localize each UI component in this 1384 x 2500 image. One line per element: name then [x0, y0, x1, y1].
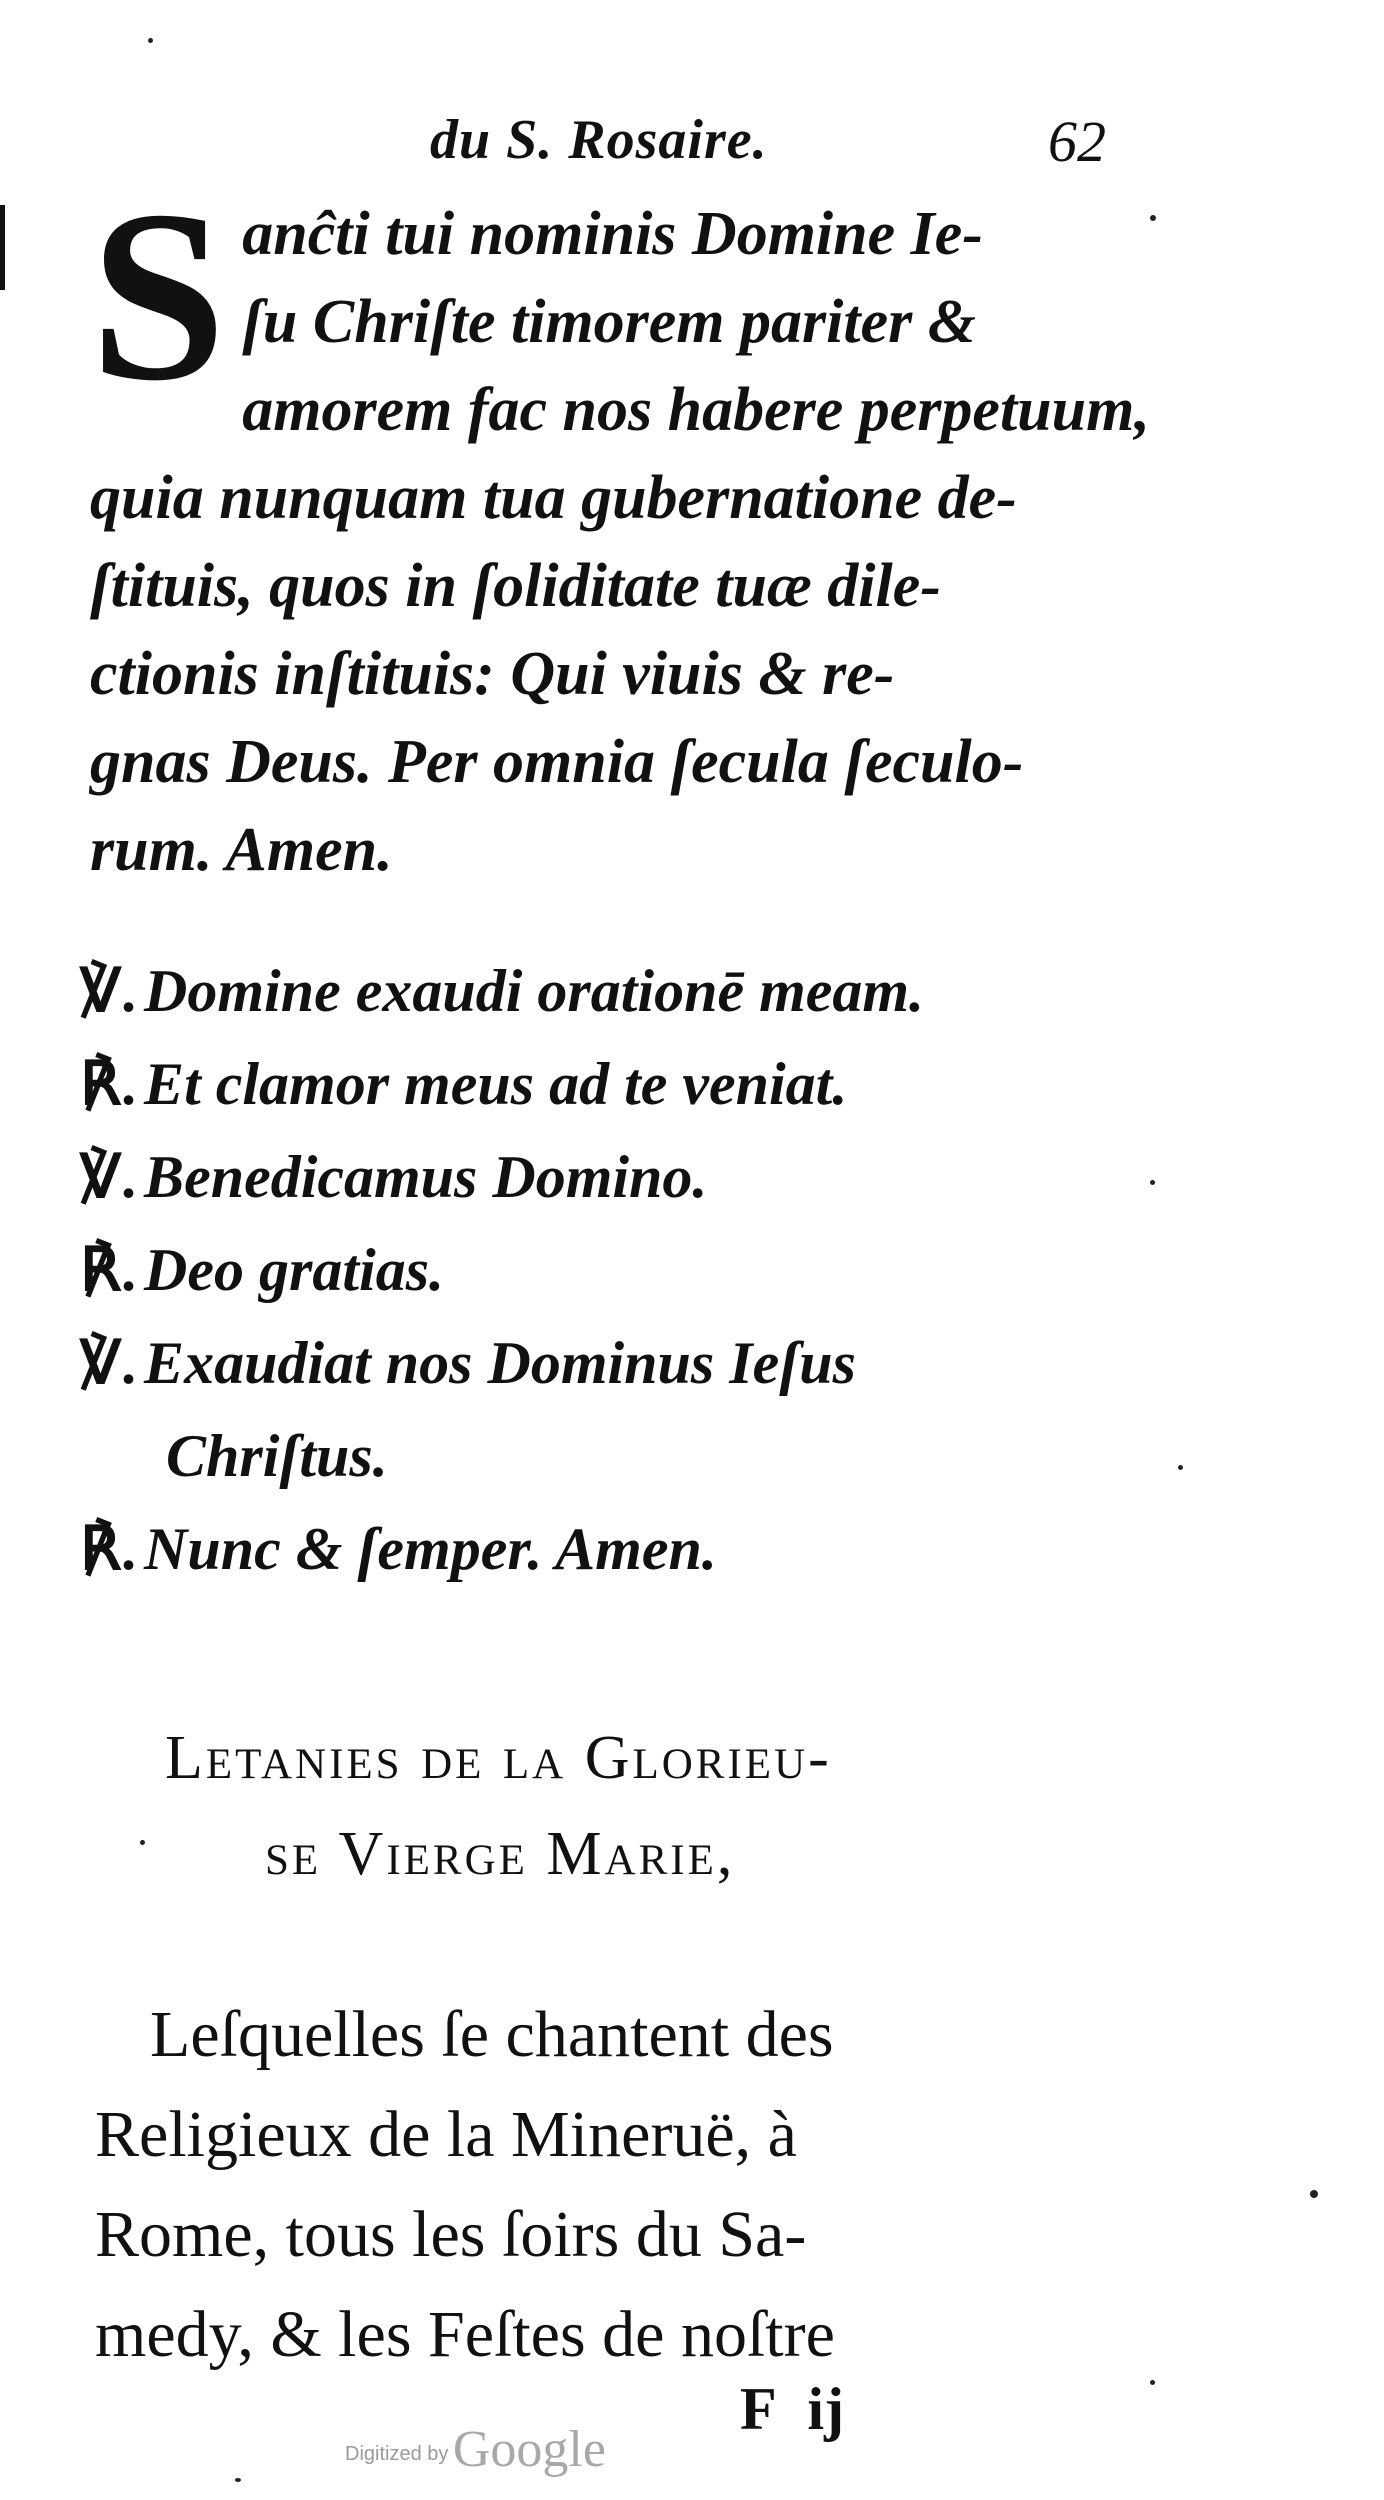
ink-speck	[148, 38, 153, 43]
prayer-line: ſtituis, quos in ſoliditate tuæ dile-	[90, 552, 941, 620]
ink-speck	[235, 2478, 241, 2482]
prayer-line: ctionis inſtituis: Qui viuis & re-	[90, 640, 895, 708]
prayer-line: gnas Deus. Per omnia ſecula ſeculo-	[90, 728, 1024, 796]
versicle-text: Domine exaudi orationē meam.	[144, 958, 925, 1024]
versicle-line	[80, 945, 1170, 1038]
response-text: Et clamor meus ad te veniat.	[144, 1051, 848, 1117]
response-mark: ℟.	[80, 1051, 137, 1117]
response-text: Deo gratias.	[144, 1237, 445, 1303]
versicle-text: Exaudiat nos Dominus Ieſus	[144, 1330, 856, 1396]
response-line	[80, 1038, 1170, 1131]
versicle-continuation	[80, 1410, 1170, 1503]
prayer-paragraph	[90, 160, 1160, 894]
margin-rule	[0, 205, 5, 290]
signature-mark: F ij	[740, 2376, 845, 2442]
prayer-line: quia nunquam tua gubernatione de-	[90, 464, 1017, 532]
versicle-text: Benedicamus Domino.	[144, 1144, 708, 1210]
rubric-paragraph	[95, 1985, 1155, 2385]
drop-cap: S	[90, 160, 227, 431]
watermark-prefix: Digitized by	[345, 2443, 449, 2465]
rubric-line: Rome, tous les ſoirs du Sa-	[95, 2198, 807, 2271]
ink-speck	[1178, 1465, 1183, 1470]
versicle-mark: ℣.	[80, 1330, 137, 1396]
heading-line: se Vierge Marie,	[265, 1820, 736, 1888]
versicle-response-list	[80, 945, 1170, 1596]
versicle-line	[80, 1131, 1170, 1224]
running-title: du S. Rosaire.	[430, 109, 768, 171]
response-text: Nunc & ſemper. Amen.	[144, 1516, 717, 1582]
response-line	[80, 1224, 1170, 1317]
versicle-text: Chriſtus.	[166, 1423, 388, 1489]
google-logo: Google	[452, 2421, 606, 2478]
section-heading	[165, 1710, 1165, 1902]
response-mark: ℟.	[80, 1237, 137, 1303]
ink-speck	[1150, 1180, 1155, 1185]
ink-speck	[1150, 2380, 1155, 2385]
prayer-line: anĉti tui nominis Domine Ie-	[242, 200, 983, 268]
rubric-line: medy, & les Feſtes de noſtre	[95, 2298, 835, 2371]
rubric-line: Leſquelles ſe chantent des	[150, 1998, 834, 2071]
ink-speck	[1150, 215, 1156, 221]
ink-speck	[140, 1840, 145, 1845]
heading-line: Letanies de la Glorieu-	[165, 1724, 832, 1792]
versicle-mark: ℣.	[80, 1144, 137, 1210]
ink-speck	[1310, 2190, 1318, 2198]
response-line	[80, 1503, 1170, 1596]
versicle-line	[80, 1317, 1170, 1410]
prayer-line: rum. Amen.	[90, 816, 393, 884]
response-mark: ℟.	[80, 1516, 137, 1582]
prayer-line: ſu Chriſte timorem pariter &	[242, 288, 976, 356]
rubric-line: Religieux de la Mineruë, à	[95, 2098, 797, 2171]
digitized-watermark	[345, 2420, 606, 2479]
versicle-mark: ℣.	[80, 958, 137, 1024]
prayer-line: amorem fac nos habere perpetuum,	[242, 376, 1150, 444]
page-number: 62	[1048, 109, 1106, 174]
